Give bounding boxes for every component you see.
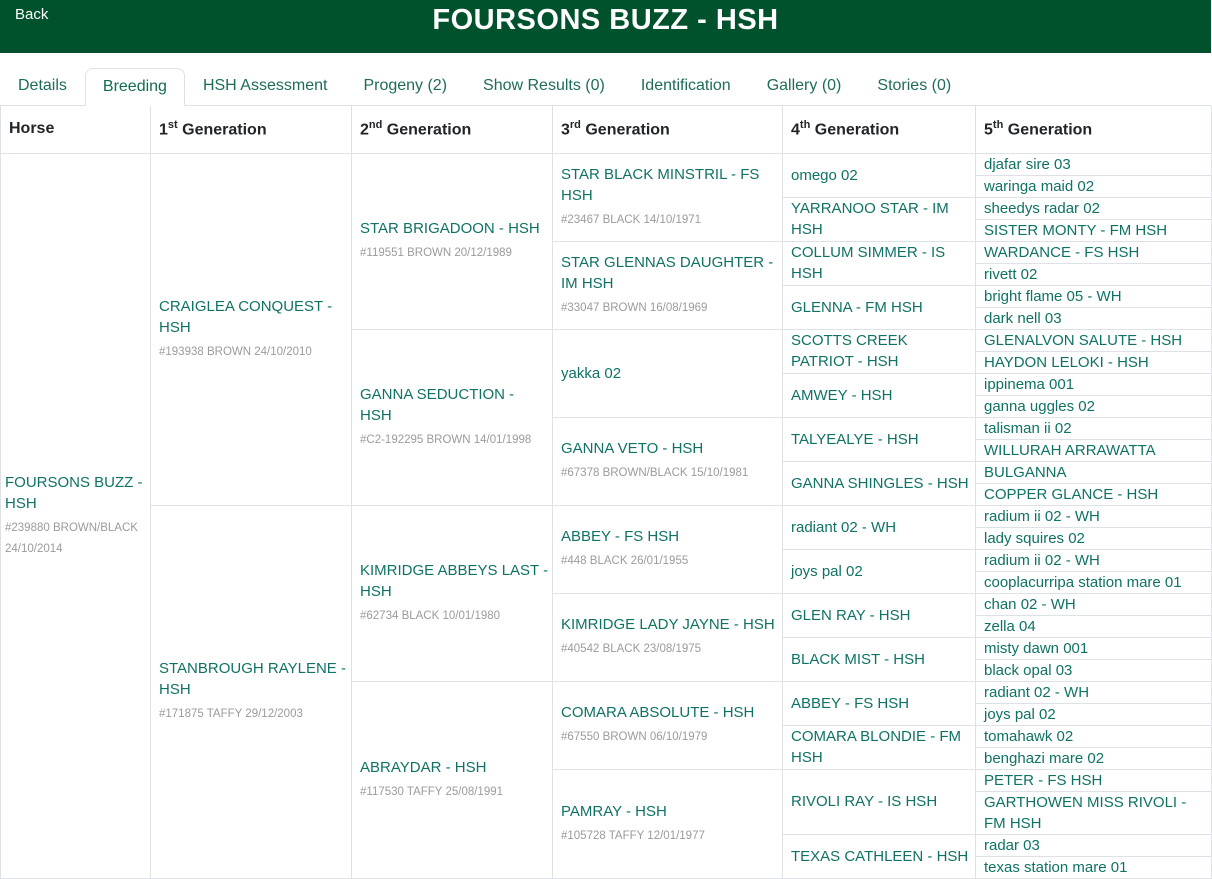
horse-details: #62734 BLACK 10/01/1980	[360, 609, 501, 622]
tab-stories-0[interactable]: Stories (0)	[877, 77, 952, 94]
pedigree-body	[1, 153, 1212, 878]
horse-details: #33047 BROWN 16/08/1969	[561, 301, 708, 314]
pedigree-cell-g3	[553, 417, 783, 505]
horse-link[interactable]: yakka 02	[561, 364, 622, 382]
pedigree-cell-g5	[976, 615, 1212, 637]
horse-link[interactable]: radiant 02 - WH	[791, 518, 897, 536]
pedigree-cell-g4	[783, 153, 976, 197]
pedigree-cell-g5	[976, 571, 1212, 593]
horse-details: #105728 TAFFY 12/01/1977	[561, 829, 705, 842]
horse-link[interactable]: djafar sire 03	[984, 155, 1071, 173]
horse-link[interactable]: omego 02	[791, 166, 858, 184]
pedigree-cell-g3	[553, 329, 783, 417]
horse-link[interactable]: SISTER MONTY - FM HSH	[984, 221, 1168, 239]
pedigree-cell-g2	[352, 153, 553, 329]
horse-link[interactable]: misty dawn 001	[984, 639, 1089, 657]
horse-link[interactable]: TEXAS CATHLEEN - HSH	[791, 847, 969, 865]
column-header: 3rd Generation	[553, 106, 783, 153]
horse-link[interactable]: COPPER GLANCE - HSH	[984, 485, 1159, 503]
pedigree-cell-g3	[553, 241, 783, 329]
horse-link[interactable]: HAYDON LELOKI - HSH	[984, 353, 1149, 371]
horse-link[interactable]: radium ii 02 - WH	[984, 551, 1100, 569]
horse-link[interactable]: YARRANOO STAR - IM HSH	[791, 200, 949, 238]
pedigree-cell-g4	[783, 241, 976, 285]
horse-link[interactable]: BULGANNA	[984, 463, 1067, 481]
horse-link[interactable]: AMWEY - HSH	[791, 386, 893, 404]
horse-link[interactable]: GANNA VETO - HSH	[561, 440, 704, 457]
horse-link[interactable]: joys pal 02	[984, 705, 1056, 723]
pedigree-cell-g5	[976, 263, 1212, 285]
pedigree-header-row	[1, 106, 1212, 153]
pedigree-cell-g2	[352, 329, 553, 505]
horse-link[interactable]: STANBROUGH RAYLENE - HSH	[159, 660, 346, 698]
tab-show-results-0[interactable]: Show Results (0)	[483, 77, 605, 94]
horse-link[interactable]: KIMRIDGE ABBEYS LAST - HSH	[360, 561, 549, 600]
horse-details: #67378 BROWN/BLACK 15/10/1981	[561, 467, 749, 479]
tab-identification[interactable]: Identification	[640, 77, 731, 94]
pedigree-cell-g5	[976, 659, 1212, 681]
horse-link[interactable]: WARDANCE - FS HSH	[984, 243, 1140, 261]
pedigree-cell-g5	[976, 593, 1212, 615]
horse-link[interactable]: CRAIGLEA CONQUEST - HSH	[159, 297, 333, 336]
pedigree-cell-g5	[976, 769, 1212, 791]
horse-link[interactable]: STAR GLENNAS DAUGHTER - IM HSH	[561, 253, 774, 292]
horse-link[interactable]: talisman ii 02	[984, 419, 1072, 437]
pedigree-cell-g5	[976, 527, 1212, 549]
pedigree-cell-g4	[783, 505, 976, 549]
pedigree-cell-g3	[553, 153, 783, 241]
pedigree-cell-g5	[976, 329, 1212, 351]
horse-link[interactable]: KIMRIDGE LADY JAYNE - HSH	[561, 616, 775, 633]
back-button[interactable]: Back	[15, 6, 49, 23]
pedigree-cell-g5	[976, 834, 1212, 856]
pedigree-cell-g4	[783, 461, 976, 505]
pedigree-cell-g5	[976, 285, 1212, 307]
pedigree-cell-g4	[783, 285, 976, 329]
horse-link[interactable]: ganna uggles 02	[984, 397, 1095, 415]
horse-link[interactable]: joys pal 02	[791, 562, 863, 580]
horse-details: #C2-192295 BROWN 14/01/1998	[360, 433, 532, 446]
tab-progeny-2[interactable]: Progeny (2)	[363, 77, 448, 94]
horse-details: #239880 BROWN/BLACK 24/10/2014	[5, 521, 138, 555]
pedigree-cell-g5	[976, 439, 1212, 461]
horse-link[interactable]: GANNA SEDUCTION - HSH	[360, 385, 515, 424]
column-header: 5th Generation	[976, 106, 1212, 153]
horse-details: #67550 BROWN 06/10/1979	[561, 731, 708, 743]
pedigree-cell-g5	[976, 505, 1212, 527]
tab-details[interactable]: Details	[18, 77, 67, 94]
app-header	[0, 0, 1211, 53]
horse-link[interactable]: PETER - FS HSH	[984, 771, 1103, 789]
pedigree-cell-g5	[976, 681, 1212, 703]
pedigree-cell-g3	[553, 769, 783, 878]
horse-link[interactable]: radium ii 02 - WH	[984, 507, 1100, 525]
horse-link[interactable]: COLLUM SIMMER - IS HSH	[791, 244, 946, 282]
pedigree-cell-g5	[976, 373, 1212, 395]
horse-link[interactable]: SCOTTS CREEK PATRIOT - HSH	[791, 332, 908, 370]
pedigree-cell-g1	[151, 153, 352, 505]
pedigree-cell-g4	[783, 593, 976, 637]
horse-link[interactable]: STAR BLACK MINSTRIL - FS HSH	[561, 165, 760, 204]
pedigree-cell-g4	[783, 417, 976, 461]
pedigree-cell-g5	[976, 241, 1212, 263]
page-title: FOURSONS BUZZ - HSH	[432, 4, 779, 36]
column-header: 2nd Generation	[352, 106, 553, 153]
horse-details: #448 BLACK 26/01/1955	[561, 555, 689, 567]
horse-cell	[1, 153, 151, 878]
pedigree-cell-g5	[976, 637, 1212, 659]
horse-link[interactable]: ABBEY - FS HSH	[791, 694, 910, 712]
horse-details: #40542 BLACK 23/08/1975	[561, 643, 702, 655]
horse-link[interactable]: black opal 03	[984, 661, 1073, 679]
horse-link[interactable]: texas station mare 01	[984, 858, 1128, 876]
horse-link[interactable]: GLENALVON SALUTE - HSH	[984, 331, 1183, 349]
horse-link[interactable]: BLACK MIST - HSH	[791, 650, 925, 668]
horse-details: #171875 TAFFY 29/12/2003	[159, 708, 303, 720]
horse-link[interactable]: dark nell 03	[984, 309, 1062, 327]
horse-link[interactable]: radiant 02 - WH	[984, 683, 1090, 701]
column-header: 1st Generation	[151, 106, 352, 153]
pedigree-cell-g4	[783, 549, 976, 593]
horse-link[interactable]: COMARA ABSOLUTE - HSH	[561, 704, 755, 721]
horse-link[interactable]: ABRAYDAR - HSH	[360, 758, 487, 776]
horse-link[interactable]: cooplacurripa station mare 01	[984, 573, 1182, 591]
horse-link[interactable]: COMARA BLONDIE - FM HSH	[791, 728, 962, 766]
pedigree-cell-g5	[976, 219, 1212, 241]
pedigree-cell-g4	[783, 329, 976, 373]
horse-link[interactable]: PAMRAY - HSH	[561, 802, 667, 820]
horse-link[interactable]: RIVOLI RAY - IS HSH	[791, 793, 938, 810]
pedigree-cell-g5	[976, 791, 1212, 834]
horse-link[interactable]: rivett 02	[984, 265, 1038, 283]
horse-link[interactable]: GLEN RAY - HSH	[791, 606, 911, 624]
tab-bar	[0, 53, 1211, 106]
pedigree-cell-g3	[553, 505, 783, 593]
horse-link[interactable]: sheedys radar 02	[984, 199, 1100, 217]
pedigree-row	[1, 153, 1212, 175]
pedigree-cell-g2	[352, 505, 553, 681]
pedigree-cell-g4	[783, 681, 976, 725]
horse-link[interactable]: chan 02 - WH	[984, 595, 1076, 613]
horse-details: #23467 BLACK 14/10/1971	[561, 213, 702, 226]
horse-link[interactable]: ABBEY - FS HSH	[561, 528, 680, 545]
horse-link[interactable]: lady squires 02	[984, 529, 1085, 547]
tab-breeding[interactable]: Breeding	[85, 68, 185, 106]
pedigree-table	[0, 106, 1212, 879]
pedigree-cell-g4	[783, 637, 976, 681]
pedigree-cell-g5	[976, 197, 1212, 219]
pedigree-cell-g5	[976, 549, 1212, 571]
column-header: Horse	[1, 106, 151, 153]
horse-details: #119551 BROWN 20/12/1989	[360, 247, 512, 259]
pedigree-cell-g5	[976, 461, 1212, 483]
horse-link[interactable]: tomahawk 02	[984, 727, 1074, 745]
horse-link[interactable]: ippinema 001	[984, 375, 1075, 393]
horse-link[interactable]: TALYEALYE - HSH	[791, 430, 919, 448]
horse-link[interactable]: waringa maid 02	[984, 177, 1095, 195]
pedigree-cell-g3	[553, 593, 783, 681]
horse-link[interactable]: zella 04	[984, 617, 1036, 635]
column-header: 4th Generation	[783, 106, 976, 153]
pedigree-cell-g5	[976, 417, 1212, 439]
horse-details: #117530 TAFFY 25/08/1991	[360, 785, 504, 798]
pedigree-cell-g5	[976, 307, 1212, 329]
horse-link[interactable]: STAR BRIGADOON - HSH	[360, 220, 540, 237]
pedigree-cell-g5	[976, 395, 1212, 417]
tab-gallery-0[interactable]: Gallery (0)	[766, 77, 842, 94]
horse-link[interactable]: bright flame 05 - WH	[984, 287, 1122, 305]
horse-link[interactable]: FOURSONS BUZZ - HSH	[5, 473, 143, 512]
pedigree-cell-g5	[976, 153, 1212, 175]
pedigree-cell-g5	[976, 856, 1212, 878]
pedigree-cell-g5	[976, 351, 1212, 373]
pedigree-cell-g4	[783, 373, 976, 417]
pedigree-cell-g4	[783, 769, 976, 834]
horse-link[interactable]: GANNA SHINGLES - HSH	[791, 474, 969, 492]
pedigree-cell-g4	[783, 834, 976, 878]
pedigree-cell-g5	[976, 747, 1212, 769]
horse-link[interactable]: radar 03	[984, 836, 1040, 854]
pedigree-cell-g5	[976, 725, 1212, 747]
pedigree-cell-g5	[976, 703, 1212, 725]
pedigree-cell-g3	[553, 681, 783, 769]
pedigree-cell-g4	[783, 725, 976, 769]
horse-details: #193938 BROWN 24/10/2010	[159, 345, 312, 358]
pedigree-cell-g5	[976, 483, 1212, 505]
pedigree-cell-g1	[151, 505, 352, 878]
pedigree-cell-g5	[976, 175, 1212, 197]
horse-link[interactable]: GARTHOWEN MISS RIVOLI - FM HSH	[984, 793, 1187, 832]
horse-link[interactable]: WILLURAH ARRAWATTA	[984, 441, 1156, 459]
horse-link[interactable]: GLENNA - FM HSH	[791, 298, 923, 316]
horse-link[interactable]: benghazi mare 02	[984, 749, 1105, 767]
pedigree-cell-g4	[783, 197, 976, 241]
tab-hsh-assessment[interactable]: HSH Assessment	[202, 77, 328, 94]
pedigree-row	[1, 505, 1212, 527]
pedigree-cell-g2	[352, 681, 553, 878]
